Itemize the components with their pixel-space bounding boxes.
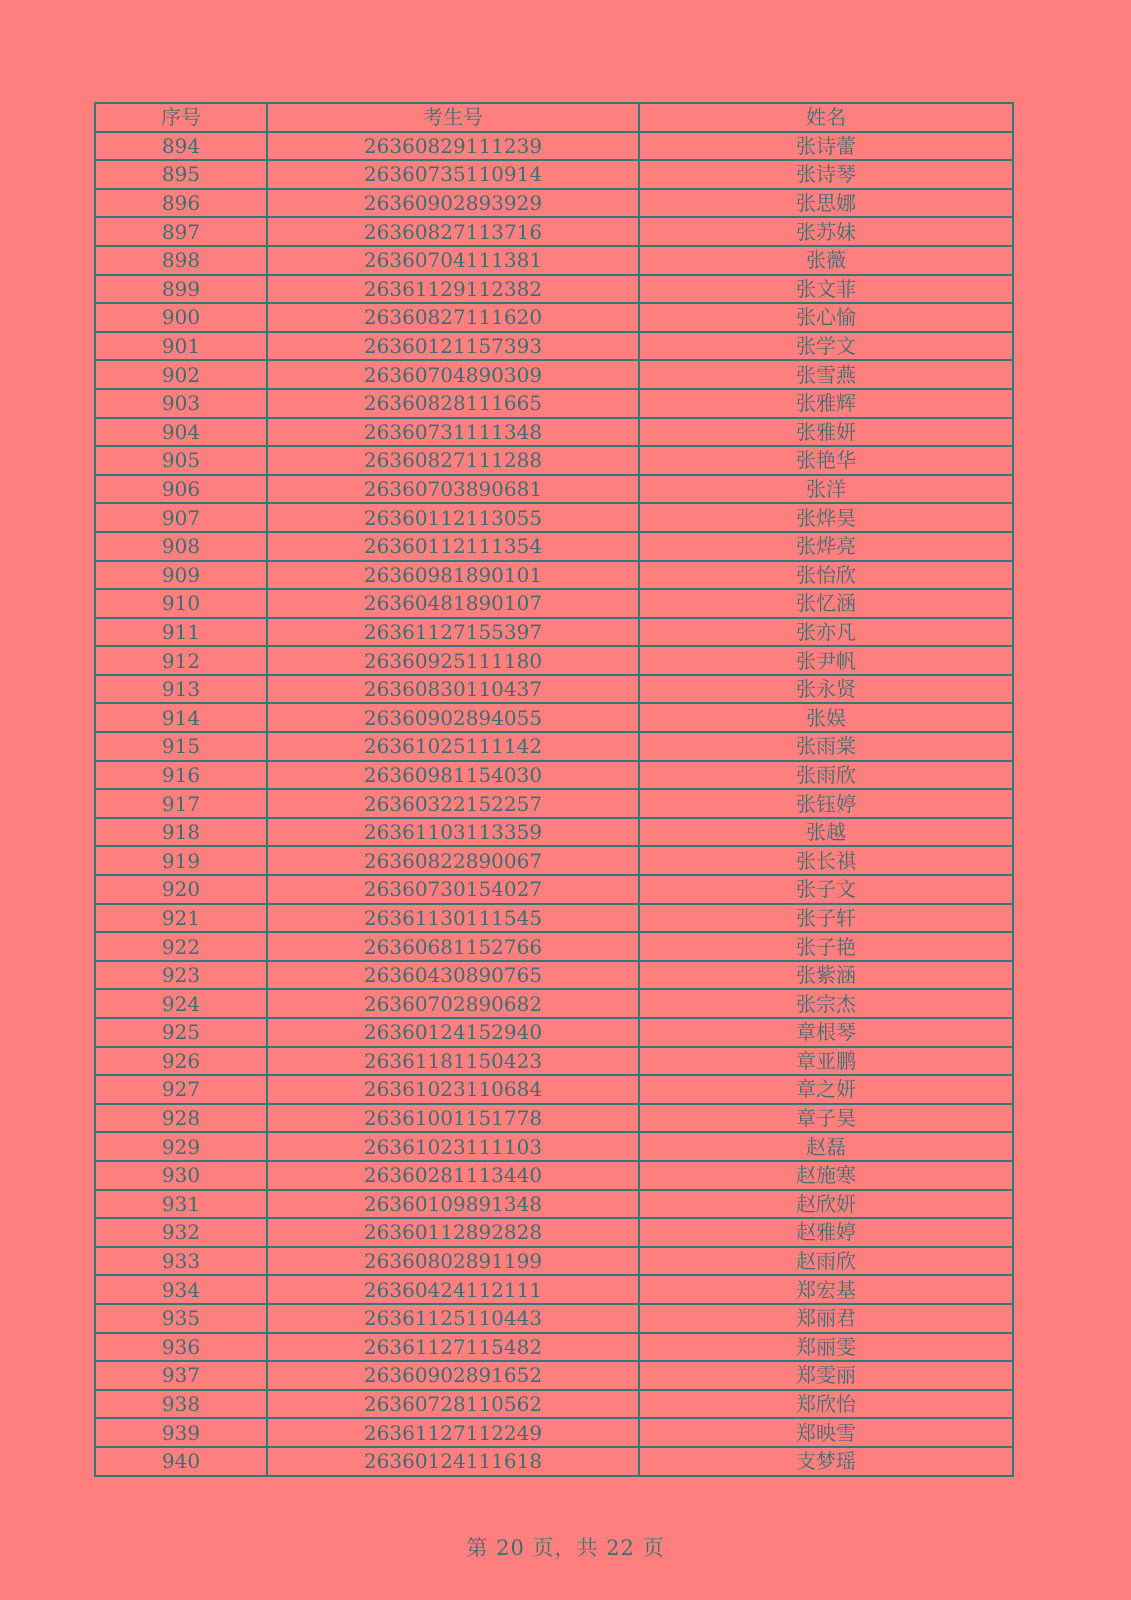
- cell-exam-no: 26361103113359: [267, 818, 639, 847]
- table-row: [95, 1247, 1013, 1276]
- cell-name: 张雅妍: [639, 418, 1013, 447]
- cell-seq: 904: [95, 418, 267, 447]
- table-row: [95, 904, 1013, 933]
- cell-seq: 919: [95, 846, 267, 875]
- cell-name: 张思娜: [639, 189, 1013, 218]
- cell-name: 支梦瑶: [639, 1447, 1013, 1476]
- cell-name: 张怡欣: [639, 561, 1013, 590]
- table-row: [95, 360, 1013, 389]
- cell-exam-no: 26361181150423: [267, 1047, 639, 1076]
- cell-seq: 898: [95, 246, 267, 275]
- cell-exam-no: 26360827111288: [267, 446, 639, 475]
- cell-seq: 907: [95, 503, 267, 532]
- table-row: [95, 732, 1013, 761]
- cell-name: 赵磊: [639, 1132, 1013, 1161]
- cell-seq: 923: [95, 961, 267, 990]
- cell-seq: 931: [95, 1190, 267, 1219]
- cell-name: 张越: [639, 818, 1013, 847]
- cell-seq: 912: [95, 646, 267, 675]
- cell-seq: 899: [95, 275, 267, 304]
- cell-seq: 922: [95, 932, 267, 961]
- cell-exam-no: 26360702890682: [267, 989, 639, 1018]
- cell-name: 张子艳: [639, 932, 1013, 961]
- table-row: [95, 1132, 1013, 1161]
- table-row: [95, 217, 1013, 246]
- cell-exam-no: 26360902891652: [267, 1361, 639, 1390]
- roster-sheet: [94, 102, 1012, 1477]
- cell-seq: 910: [95, 589, 267, 618]
- cell-name: 郑丽雯: [639, 1333, 1013, 1362]
- cell-exam-no: 26360925111180: [267, 646, 639, 675]
- cell-seq: 914: [95, 703, 267, 732]
- table-row: [95, 1418, 1013, 1447]
- cell-exam-no: 26360481890107: [267, 589, 639, 618]
- table-row: [95, 1333, 1013, 1362]
- cell-name: 张娱: [639, 703, 1013, 732]
- cell-name: 郑映雪: [639, 1418, 1013, 1447]
- table-row: [95, 303, 1013, 332]
- cell-seq: 925: [95, 1018, 267, 1047]
- cell-exam-no: 26361130111545: [267, 904, 639, 933]
- cell-name: 张烨亮: [639, 532, 1013, 561]
- table-row: [95, 332, 1013, 361]
- cell-name: 张洋: [639, 475, 1013, 504]
- cell-exam-no: 26361023110684: [267, 1075, 639, 1104]
- roster-table: [94, 102, 1014, 1477]
- cell-exam-no: 26360124152940: [267, 1018, 639, 1047]
- table-row: [95, 1075, 1013, 1104]
- cell-seq: 940: [95, 1447, 267, 1476]
- cell-seq: 911: [95, 618, 267, 647]
- table-row: [95, 703, 1013, 732]
- table-row: [95, 532, 1013, 561]
- cell-name: 张薇: [639, 246, 1013, 275]
- cell-seq: 896: [95, 189, 267, 218]
- cell-name: 张尹帆: [639, 646, 1013, 675]
- cell-seq: 905: [95, 446, 267, 475]
- table-row: [95, 818, 1013, 847]
- table-row: [95, 275, 1013, 304]
- cell-exam-no: 26360828111665: [267, 389, 639, 418]
- table-row: [95, 1447, 1013, 1476]
- table-header: [95, 103, 1013, 132]
- table-row: [95, 789, 1013, 818]
- cell-exam-no: 26360703890681: [267, 475, 639, 504]
- cell-exam-no: 26360704111381: [267, 246, 639, 275]
- cell-name: 张文菲: [639, 275, 1013, 304]
- cell-name: 张子文: [639, 875, 1013, 904]
- cell-exam-no: 26360981154030: [267, 761, 639, 790]
- cell-exam-no: 26360112113055: [267, 503, 639, 532]
- cell-seq: 928: [95, 1104, 267, 1133]
- cell-exam-no: 26361129112382: [267, 275, 639, 304]
- cell-exam-no: 26360735110914: [267, 160, 639, 189]
- header-exam-no: 考生号: [267, 103, 639, 132]
- table-row: [95, 1218, 1013, 1247]
- cell-seq: 930: [95, 1161, 267, 1190]
- cell-seq: 921: [95, 904, 267, 933]
- table-row: [95, 1275, 1013, 1304]
- cell-name: 赵欣妍: [639, 1190, 1013, 1219]
- table-row: [95, 132, 1013, 161]
- cell-exam-no: 26361025111142: [267, 732, 639, 761]
- cell-name: 章亚鹏: [639, 1047, 1013, 1076]
- cell-exam-no: 26361127112249: [267, 1418, 639, 1447]
- table-row: [95, 646, 1013, 675]
- cell-name: 张宗杰: [639, 989, 1013, 1018]
- cell-name: 郑丽君: [639, 1304, 1013, 1333]
- cell-exam-no: 26360902893929: [267, 189, 639, 218]
- cell-name: 张紫涵: [639, 961, 1013, 990]
- cell-exam-no: 26360430890765: [267, 961, 639, 990]
- header-seq: 序号: [95, 103, 267, 132]
- cell-exam-no: 26360124111618: [267, 1447, 639, 1476]
- cell-seq: 906: [95, 475, 267, 504]
- cell-exam-no: 26360112892828: [267, 1218, 639, 1247]
- cell-name: 章之妍: [639, 1075, 1013, 1104]
- cell-exam-no: 26360981890101: [267, 561, 639, 590]
- cell-exam-no: 26360827113716: [267, 217, 639, 246]
- table-row: [95, 1161, 1013, 1190]
- cell-name: 张雨棠: [639, 732, 1013, 761]
- table-row: [95, 503, 1013, 532]
- cell-name: 张永贤: [639, 675, 1013, 704]
- table-row: [95, 1104, 1013, 1133]
- cell-seq: 903: [95, 389, 267, 418]
- cell-exam-no: 26360731111348: [267, 418, 639, 447]
- cell-name: 张心愉: [639, 303, 1013, 332]
- cell-seq: 939: [95, 1418, 267, 1447]
- table-row: [95, 1361, 1013, 1390]
- cell-exam-no: 26361001151778: [267, 1104, 639, 1133]
- table-row: [95, 446, 1013, 475]
- cell-exam-no: 26361127155397: [267, 618, 639, 647]
- cell-seq: 924: [95, 989, 267, 1018]
- cell-exam-no: 26360322152257: [267, 789, 639, 818]
- cell-seq: 897: [95, 217, 267, 246]
- table-row: [95, 675, 1013, 704]
- cell-seq: 934: [95, 1275, 267, 1304]
- cell-seq: 909: [95, 561, 267, 590]
- cell-exam-no: 26361127115482: [267, 1333, 639, 1362]
- cell-exam-no: 26361023111103: [267, 1132, 639, 1161]
- cell-name: 张子轩: [639, 904, 1013, 933]
- cell-seq: 902: [95, 360, 267, 389]
- cell-exam-no: 26360704890309: [267, 360, 639, 389]
- cell-seq: 913: [95, 675, 267, 704]
- cell-seq: 926: [95, 1047, 267, 1076]
- table-row: [95, 1304, 1013, 1333]
- cell-seq: 915: [95, 732, 267, 761]
- cell-exam-no: 26360830110437: [267, 675, 639, 704]
- table-row: [95, 1018, 1013, 1047]
- cell-exam-no: 26360802891199: [267, 1247, 639, 1276]
- cell-name: 张诗蕾: [639, 132, 1013, 161]
- table-row: [95, 875, 1013, 904]
- table-row: [95, 961, 1013, 990]
- cell-name: 郑雯丽: [639, 1361, 1013, 1390]
- cell-exam-no: 26360109891348: [267, 1190, 639, 1219]
- cell-name: 张亦凡: [639, 618, 1013, 647]
- table-row: [95, 846, 1013, 875]
- cell-seq: 901: [95, 332, 267, 361]
- table-row: [95, 246, 1013, 275]
- cell-name: 张钰婷: [639, 789, 1013, 818]
- table-row: [95, 389, 1013, 418]
- table-row: [95, 1190, 1013, 1219]
- cell-seq: 938: [95, 1390, 267, 1419]
- header-name: 姓名: [639, 103, 1013, 132]
- cell-exam-no: 26361125110443: [267, 1304, 639, 1333]
- cell-name: 张烨昊: [639, 503, 1013, 532]
- table-row: [95, 761, 1013, 790]
- cell-name: 张学文: [639, 332, 1013, 361]
- cell-seq: 900: [95, 303, 267, 332]
- cell-exam-no: 26360424112111: [267, 1275, 639, 1304]
- cell-name: 郑宏基: [639, 1275, 1013, 1304]
- table-row: [95, 561, 1013, 590]
- cell-exam-no: 26360121157393: [267, 332, 639, 361]
- cell-name: 张诗琴: [639, 160, 1013, 189]
- cell-name: 张艳华: [639, 446, 1013, 475]
- table-row: [95, 418, 1013, 447]
- table-row: [95, 932, 1013, 961]
- table-body: [95, 132, 1013, 1476]
- cell-name: 张长祺: [639, 846, 1013, 875]
- cell-seq: 895: [95, 160, 267, 189]
- cell-seq: 894: [95, 132, 267, 161]
- cell-name: 章子昊: [639, 1104, 1013, 1133]
- table-row: [95, 1047, 1013, 1076]
- table-row: [95, 475, 1013, 504]
- cell-exam-no: 26360829111239: [267, 132, 639, 161]
- cell-exam-no: 26360827111620: [267, 303, 639, 332]
- cell-exam-no: 26360730154027: [267, 875, 639, 904]
- cell-exam-no: 26360822890067: [267, 846, 639, 875]
- cell-name: 郑欣怡: [639, 1390, 1013, 1419]
- table-row: [95, 189, 1013, 218]
- cell-name: 赵雅婷: [639, 1218, 1013, 1247]
- table-row: [95, 589, 1013, 618]
- header-row: [95, 103, 1013, 132]
- cell-name: 张忆涵: [639, 589, 1013, 618]
- cell-exam-no: 26360902894055: [267, 703, 639, 732]
- cell-exam-no: 26360681152766: [267, 932, 639, 961]
- table-row: [95, 618, 1013, 647]
- cell-exam-no: 26360112111354: [267, 532, 639, 561]
- cell-name: 章根琴: [639, 1018, 1013, 1047]
- cell-name: 赵施寒: [639, 1161, 1013, 1190]
- page-footer: 第 20 页，共 22 页: [466, 1536, 665, 1560]
- cell-seq: 917: [95, 789, 267, 818]
- cell-seq: 937: [95, 1361, 267, 1390]
- cell-exam-no: 26360728110562: [267, 1390, 639, 1419]
- cell-seq: 908: [95, 532, 267, 561]
- cell-seq: 920: [95, 875, 267, 904]
- cell-seq: 933: [95, 1247, 267, 1276]
- cell-exam-no: 26360281113440: [267, 1161, 639, 1190]
- cell-seq: 935: [95, 1304, 267, 1333]
- cell-name: 张雅辉: [639, 389, 1013, 418]
- table-row: [95, 989, 1013, 1018]
- cell-name: 张苏妹: [639, 217, 1013, 246]
- table-row: [95, 1390, 1013, 1419]
- cell-name: 赵雨欣: [639, 1247, 1013, 1276]
- cell-name: 张雪燕: [639, 360, 1013, 389]
- cell-seq: 927: [95, 1075, 267, 1104]
- cell-seq: 918: [95, 818, 267, 847]
- cell-seq: 932: [95, 1218, 267, 1247]
- cell-seq: 936: [95, 1333, 267, 1362]
- table-row: [95, 160, 1013, 189]
- cell-name: 张雨欣: [639, 761, 1013, 790]
- cell-seq: 916: [95, 761, 267, 790]
- cell-seq: 929: [95, 1132, 267, 1161]
